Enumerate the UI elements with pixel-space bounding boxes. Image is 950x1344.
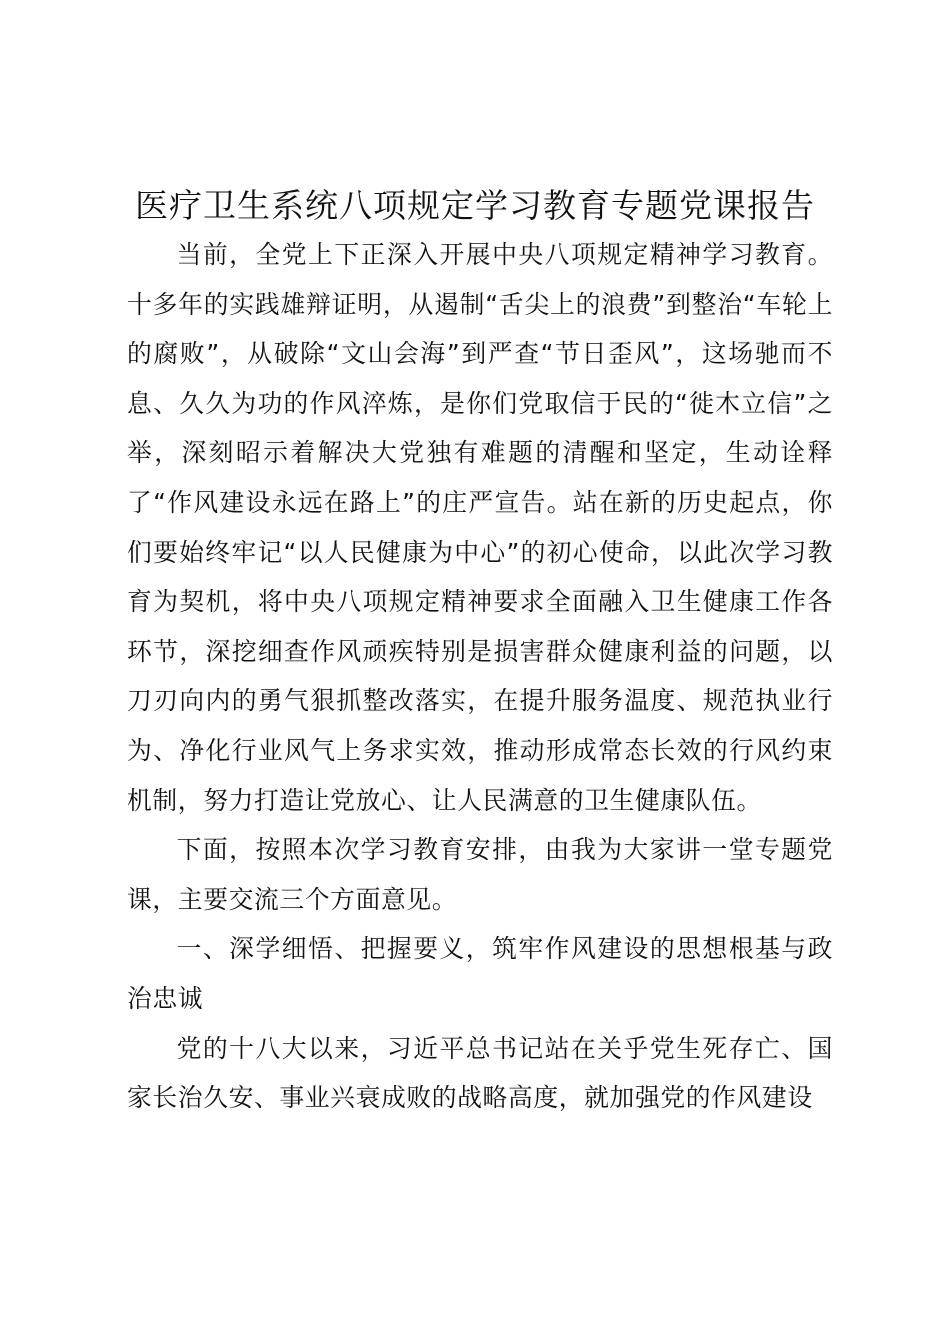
section-heading-1: 一、深学细悟、把握要义，筑牢作风建设的思想根基与政治忠诚 bbox=[127, 934, 833, 1013]
document-body bbox=[127, 230, 833, 1123]
paragraph-outline: 下面，按照本次学习教育安排，由我为大家讲一堂专题党课，主要交流三个方面意见。 bbox=[127, 835, 833, 914]
paragraph-section-1: 党的十八大以来，习近平总书记站在关乎党生死存亡、国家长治久安、事业兴衰成败的战略高度，就加强党的作风建设 bbox=[127, 1033, 833, 1113]
document-title: 医疗卫生系统八项规定学习教育专题党课报告 bbox=[135, 186, 815, 225]
paragraph-intro: 当前，全党上下正深入开展中央八项规定精神学习教育。十多年的实践雄辩证明，从遏制“舌尖上的浪费”到整治“车轮上的腐败”，从破除“文山会海”到严查“节日歪风”，这场驰而不息、久久为功的作风淬炼，是你们党取信于民的“徙木立信”之举，深刻昭示着解决大党独有难题的清醒和坚定，生动诠释了“作风建设永远在路上”的庄严宣告。站在新的历史起点，你们要始终牢记“以人民健康为中心”的初心使命，以此次学习教育为契机，将中央八项规定精神要求全面融入卫生健康工作各环节，深挖细查作风顽疾特别是损害群众健康利益的问题，以刀刃向内的勇气狠抓整改落实，在提升服务温度、规范执业行为、净化行业风气上务求实效，推动形成常态长效的行风约束机制，努力打造让党放心、让人民满意的卫生健康队伍。 bbox=[127, 240, 833, 815]
